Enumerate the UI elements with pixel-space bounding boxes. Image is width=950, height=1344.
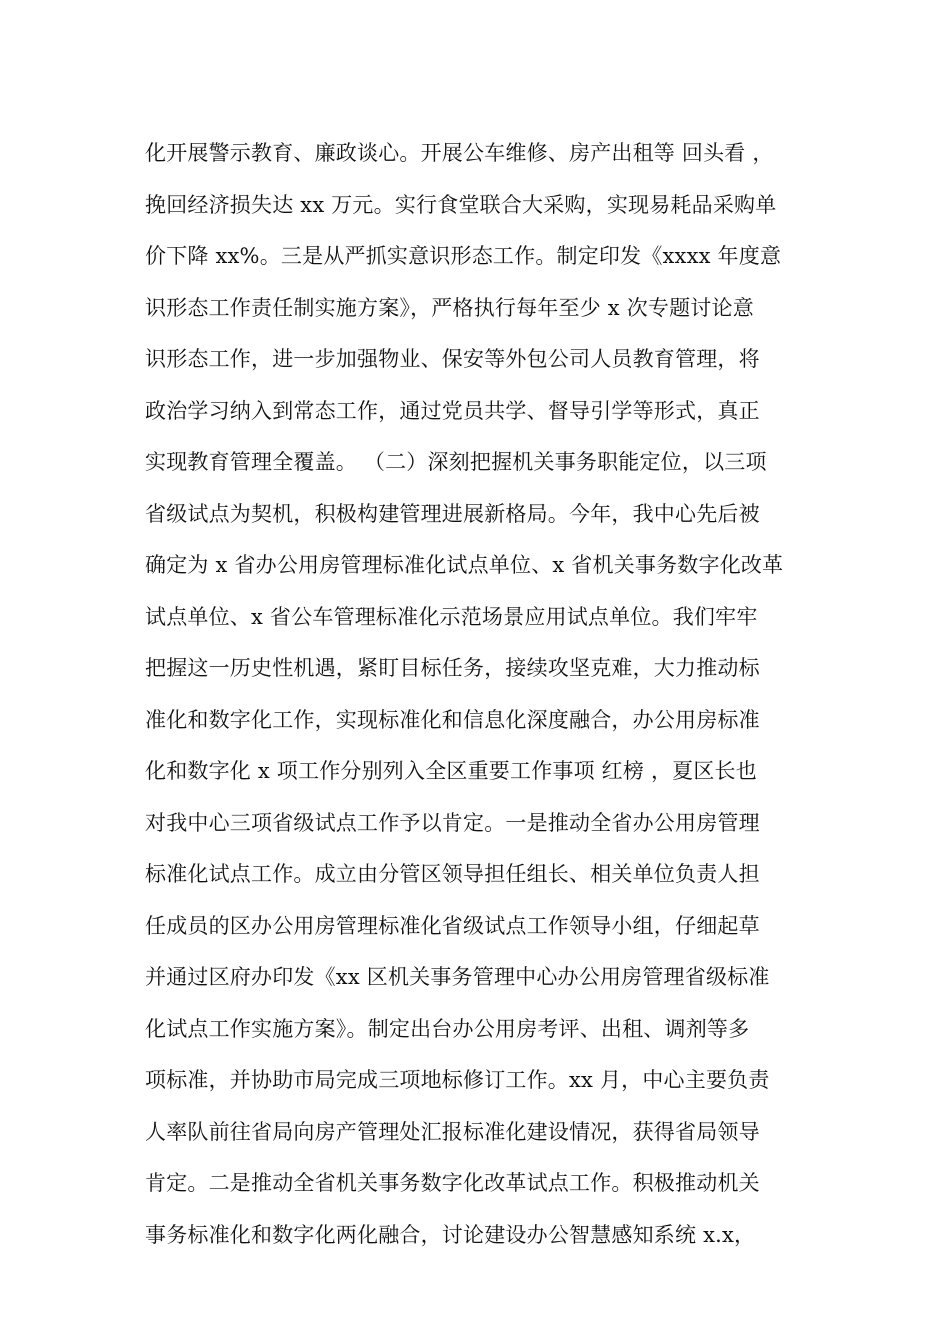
body-text — [145, 128, 815, 1261]
text-line: 政治学习纳入到常态工作，通过党员共学、督导引学等形式，真正 — [145, 398, 760, 423]
text-line: 项标准，并协助市局完成三项地标修订工作。xx 月，中心主要负责 — [145, 1068, 770, 1092]
text-line: 化和数字化 x 项工作分别列入全区重要工作事项 红榜 ，夏区长也 — [145, 759, 757, 783]
text-line: 对我中心三项省级试点工作予以肯定。一是推动全省办公用房管理 — [145, 810, 760, 835]
text-line: 价下降 xx%。三是从严抓实意识形态工作。制定印发《xxxx 年度意 — [145, 244, 782, 268]
text-line: 实现教育管理全覆盖。 （二）深刻把握机关事务职能定位，以三项 — [145, 450, 767, 474]
text-line: 省级试点为契机，积极构建管理进展新格局。今年，我中心先后被 — [145, 501, 760, 526]
text-line: 并通过区府办印发《xx 区机关事务管理中心办公用房管理省级标准 — [145, 965, 770, 989]
text-line: 标准化试点工作。成立由分管区领导担任组长、相关单位负责人担 — [145, 862, 760, 886]
text-line: 任成员的区办公用房管理标准化省级试点工作领导小组，仔细起草 — [145, 913, 760, 938]
text-line: 化开展警示教育、廉政谈心。开展公车维修、房产出租等 回头看 ， — [145, 141, 774, 165]
text-line: 识形态工作，进一步加强物业、保安等外包公司人员教育管理，将 — [145, 347, 760, 371]
text-line: 把握这一历史性机遇，紧盯目标任务，接续攻坚克难，大力推动标 — [145, 656, 760, 680]
text-line: 化试点工作实施方案》。制定出台办公用房考评、出租、调剂等多 — [145, 1016, 750, 1041]
text-line: 识形态工作责任制实施方案》，严格执行每年至少 x 次专题讨论意 — [145, 295, 754, 320]
text-line: 确定为 x 省办公用房管理标准化试点单位、x 省机关事务数字化改革 — [145, 553, 784, 577]
text-line: 事务标准化和数字化两化融合，讨论建设办公智慧感知系统 x.x， — [145, 1222, 756, 1247]
text-line: 人率队前往省局向房产管理处汇报标准化建设情况，获得省局领导 — [145, 1119, 760, 1144]
text-line: 肯定。二是推动全省机关事务数字化改革试点工作。积极推动机关 — [145, 1171, 760, 1195]
text-line: 准化和数字化工作，实现标准化和信息化深度融合，办公用房标准 — [145, 707, 760, 732]
text-line: 挽回经济损失达 xx 万元。实行食堂联合大采购，实现易耗品采购单 — [145, 192, 777, 217]
text-line: 试点单位、x 省公车管理标准化示范场景应用试点单位。我们牢牢 — [145, 604, 758, 629]
